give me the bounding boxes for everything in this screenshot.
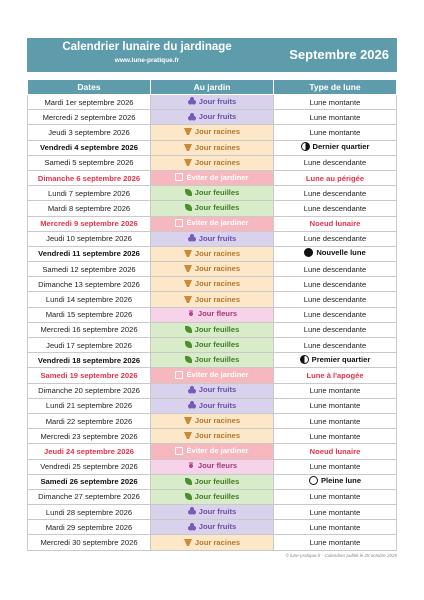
garden-cell xyxy=(151,413,274,428)
table-row xyxy=(28,170,397,185)
date-cell: Lundi 21 septembre 2026 xyxy=(28,398,151,413)
garden-activity-label: Jour fruits xyxy=(198,385,237,395)
garden-cell xyxy=(151,231,274,246)
garden-activity xyxy=(188,522,237,531)
table-row xyxy=(28,216,397,231)
garden-activity xyxy=(185,340,240,349)
moon-type-cell xyxy=(274,398,397,413)
garden-activity xyxy=(187,461,237,470)
root-icon xyxy=(184,128,192,135)
date-cell: Mardi 22 septembre 2026 xyxy=(28,413,151,428)
first-quarter-moon-icon xyxy=(300,355,309,364)
moon-type-label: Premier quartier xyxy=(311,354,371,364)
garden-activity-label: Jour racines xyxy=(194,537,241,547)
garden-activity xyxy=(184,538,240,547)
moon-type-label: Lune montante xyxy=(309,386,361,396)
moon-type-label: Lune descendante xyxy=(303,295,367,305)
garden-cell xyxy=(151,520,274,535)
moon-type-cell xyxy=(274,338,397,353)
date-cell: Vendredi 18 septembre 2026 xyxy=(28,353,151,368)
fruit-icon xyxy=(188,113,196,121)
moon-type-cell xyxy=(274,383,397,398)
garden-activity-label: Éviter de jardiner xyxy=(186,370,249,380)
column-header-dates: Dates xyxy=(28,80,151,95)
leaf-icon xyxy=(185,356,192,363)
moon-type-label: Noeud lunaire xyxy=(309,219,361,229)
garden-cell xyxy=(151,338,274,353)
moon-type-cell xyxy=(274,505,397,520)
table-row xyxy=(28,277,397,292)
garden-activity xyxy=(175,370,248,379)
moon-type-label: Lune descendante xyxy=(303,234,367,244)
leaf-icon xyxy=(185,204,192,211)
date-cell: Jeudi 17 septembre 2026 xyxy=(28,338,151,353)
fruit-icon xyxy=(188,401,196,409)
date-cell: Mercredi 23 septembre 2026 xyxy=(28,429,151,444)
moon-type-cell xyxy=(274,186,397,201)
moon-type-cell xyxy=(274,444,397,459)
garden-cell xyxy=(151,170,274,185)
moon-type-cell xyxy=(274,140,397,155)
leaf-icon xyxy=(185,341,192,348)
date-cell: Mardi 1er septembre 2026 xyxy=(28,95,151,110)
moon-type-cell xyxy=(274,307,397,322)
garden-activity-label: Jour feuilles xyxy=(194,491,240,501)
table-row xyxy=(28,95,397,110)
date-cell: Vendredi 11 septembre 2026 xyxy=(28,246,151,261)
table-row xyxy=(28,307,397,322)
garden-activity-label: Jour racines xyxy=(194,416,241,426)
full-moon-icon xyxy=(309,476,318,485)
moon-type-label: Lune descendante xyxy=(303,203,367,213)
garden-cell xyxy=(151,277,274,292)
fruit-icon xyxy=(188,97,196,105)
moon-type-label: Lune montante xyxy=(309,492,361,502)
moon-type-label: Nouvelle lune xyxy=(316,248,366,258)
garden-cell xyxy=(151,489,274,504)
leaf-icon xyxy=(185,493,192,500)
garden-cell xyxy=(151,474,274,489)
moon-type-cell xyxy=(274,110,397,125)
garden-activity xyxy=(185,492,240,501)
moon-type-cell xyxy=(274,322,397,337)
garden-activity xyxy=(175,446,248,455)
moon-type-cell xyxy=(274,368,397,383)
garden-cell xyxy=(151,383,274,398)
garden-activity-label: Jour racines xyxy=(194,431,241,441)
garden-activity-label: Jour fruits xyxy=(198,233,237,243)
column-header-garden: Au jardin xyxy=(151,80,274,95)
garden-activity xyxy=(184,249,240,258)
moon-type-cell xyxy=(274,125,397,140)
garden-cell xyxy=(151,307,274,322)
date-cell: Samedi 12 septembre 2026 xyxy=(28,262,151,277)
garden-activity-label: Jour racines xyxy=(194,279,241,289)
garden-cell xyxy=(151,246,274,261)
table-row xyxy=(28,520,397,535)
table-row xyxy=(28,429,397,444)
avoid-icon xyxy=(175,173,183,181)
leaf-icon xyxy=(185,326,192,333)
leaf-icon xyxy=(185,189,192,196)
garden-cell xyxy=(151,186,274,201)
fruit-icon xyxy=(188,523,196,531)
new-moon-icon xyxy=(304,248,313,257)
leaf-icon xyxy=(185,478,192,485)
garden-activity-label: Jour fleurs xyxy=(197,309,238,319)
moon-type-label: Lune descendante xyxy=(303,279,367,289)
avoid-icon xyxy=(175,447,183,455)
garden-activity-label: Jour fruits xyxy=(198,506,237,516)
moon-type-cell xyxy=(274,413,397,428)
moon-type-label: Lune au périgée xyxy=(305,173,365,183)
moon-type-cell xyxy=(274,535,397,550)
garden-activity-label: Jour fruits xyxy=(198,400,237,410)
moon-type-cell xyxy=(274,353,397,368)
garden-activity-label: Jour fleurs xyxy=(197,461,238,471)
garden-cell xyxy=(151,322,274,337)
garden-cell xyxy=(151,444,274,459)
table-row xyxy=(28,398,397,413)
root-icon xyxy=(184,296,192,303)
root-icon xyxy=(184,265,192,272)
month-label: Septembre 2026 xyxy=(289,47,389,62)
date-cell: Vendredi 25 septembre 2026 xyxy=(28,459,151,474)
fruit-icon xyxy=(188,507,196,515)
site-url: www.lune-pratique.fr xyxy=(114,57,180,64)
moon-type-label: Lune descendante xyxy=(303,158,367,168)
garden-activity-label: Jour fruits xyxy=(198,522,237,532)
date-cell: Mardi 29 septembre 2026 xyxy=(28,520,151,535)
table-row xyxy=(28,201,397,216)
table-row xyxy=(28,231,397,246)
table-row xyxy=(28,322,397,337)
garden-activity-label: Jour racines xyxy=(194,248,241,258)
garden-activity xyxy=(184,158,240,167)
date-cell: Samedi 26 septembre 2026 xyxy=(28,474,151,489)
moon-type-label: Lune descendante xyxy=(303,264,367,274)
garden-activity-label: Jour feuilles xyxy=(194,476,240,486)
garden-cell xyxy=(151,216,274,231)
date-cell: Mercredi 30 septembre 2026 xyxy=(28,535,151,550)
garden-cell xyxy=(151,353,274,368)
table-row xyxy=(28,140,397,155)
date-cell: Dimanche 6 septembre 2026 xyxy=(28,170,151,185)
root-icon xyxy=(184,539,192,546)
date-cell: Mercredi 16 septembre 2026 xyxy=(28,322,151,337)
date-cell: Samedi 5 septembre 2026 xyxy=(28,155,151,170)
garden-activity xyxy=(184,416,240,425)
root-icon xyxy=(184,144,192,151)
date-cell: Lundi 7 septembre 2026 xyxy=(28,186,151,201)
moon-type-label: Lune montante xyxy=(309,462,361,472)
flower-icon xyxy=(187,462,195,470)
table-row xyxy=(28,262,397,277)
moon-type-label: Lune descendante xyxy=(303,188,367,198)
moon-type-label: Lune descendante xyxy=(303,325,367,335)
garden-cell xyxy=(151,125,274,140)
moon-type-cell xyxy=(274,262,397,277)
garden-activity xyxy=(184,143,240,152)
garden-activity-label: Jour feuilles xyxy=(194,203,240,213)
table-row xyxy=(28,489,397,504)
moon-type-cell xyxy=(274,246,397,261)
date-cell: Dimanche 27 septembre 2026 xyxy=(28,489,151,504)
table-row xyxy=(28,535,397,550)
table-row xyxy=(28,186,397,201)
moon-type-label: Lune montante xyxy=(309,538,361,548)
garden-activity-label: Jour fruits xyxy=(198,96,237,106)
garden-cell xyxy=(151,398,274,413)
garden-activity xyxy=(188,401,237,410)
garden-activity-label: Jour racines xyxy=(194,264,241,274)
lunar-calendar-table xyxy=(27,79,397,551)
garden-activity-label: Éviter de jardiner xyxy=(186,218,249,228)
garden-activity xyxy=(185,355,240,364)
date-cell: Jeudi 24 septembre 2026 xyxy=(28,444,151,459)
garden-activity xyxy=(188,234,237,243)
moon-type-label: Lune descendante xyxy=(303,310,367,320)
garden-activity-label: Éviter de jardiner xyxy=(186,172,249,182)
root-icon xyxy=(184,432,192,439)
root-icon xyxy=(184,417,192,424)
date-cell: Vendredi 4 septembre 2026 xyxy=(28,140,151,155)
moon-type-label: Lune montante xyxy=(309,431,361,441)
moon-type-label: Lune descendante xyxy=(303,340,367,350)
date-cell: Mardi 8 septembre 2026 xyxy=(28,201,151,216)
date-cell: Lundi 28 septembre 2026 xyxy=(28,505,151,520)
garden-activity xyxy=(185,477,240,486)
garden-activity-label: Jour racines xyxy=(194,294,241,304)
moon-type-label: Pleine lune xyxy=(320,476,362,486)
table-row xyxy=(28,413,397,428)
garden-activity xyxy=(185,325,240,334)
garden-cell xyxy=(151,262,274,277)
garden-activity xyxy=(188,385,237,394)
garden-cell xyxy=(151,429,274,444)
garden-cell xyxy=(151,155,274,170)
moon-type-label: Lune montante xyxy=(309,401,361,411)
moon-type-cell xyxy=(274,231,397,246)
moon-type-cell xyxy=(274,216,397,231)
table-row xyxy=(28,110,397,125)
date-cell: Dimanche 13 septembre 2026 xyxy=(28,277,151,292)
garden-activity-label: Jour racines xyxy=(194,157,241,167)
garden-activity xyxy=(184,431,240,440)
garden-activity xyxy=(188,507,237,516)
garden-activity-label: Éviter de jardiner xyxy=(186,446,249,456)
fruit-icon xyxy=(188,234,196,242)
garden-activity-label: Jour feuilles xyxy=(194,188,240,198)
date-cell: Jeudi 3 septembre 2026 xyxy=(28,125,151,140)
table-header-row xyxy=(28,80,397,95)
garden-activity-label: Jour racines xyxy=(194,127,241,137)
table-row xyxy=(28,474,397,489)
fruit-icon xyxy=(188,386,196,394)
last-quarter-moon-icon xyxy=(301,142,310,151)
garden-cell xyxy=(151,368,274,383)
garden-activity xyxy=(185,203,240,212)
garden-cell xyxy=(151,505,274,520)
moon-type-cell xyxy=(274,155,397,170)
garden-activity xyxy=(184,295,240,304)
table-row xyxy=(28,353,397,368)
garden-cell xyxy=(151,459,274,474)
garden-activity-label: Jour fruits xyxy=(198,112,237,122)
date-cell: Lundi 14 septembre 2026 xyxy=(28,292,151,307)
avoid-icon xyxy=(175,371,183,379)
moon-type-cell xyxy=(274,429,397,444)
moon-type-label: Lune montante xyxy=(309,507,361,517)
date-cell: Mercredi 2 septembre 2026 xyxy=(28,110,151,125)
garden-cell xyxy=(151,110,274,125)
garden-cell xyxy=(151,535,274,550)
date-cell: Mardi 15 septembre 2026 xyxy=(28,307,151,322)
moon-type-label: Lune à l'apogée xyxy=(306,370,364,380)
root-icon xyxy=(184,159,192,166)
root-icon xyxy=(184,250,192,257)
garden-activity xyxy=(188,97,237,106)
moon-type-label: Lune montante xyxy=(309,127,361,137)
moon-type-cell xyxy=(274,95,397,110)
table-row xyxy=(28,383,397,398)
moon-type-cell xyxy=(274,170,397,185)
root-icon xyxy=(184,280,192,287)
moon-type-label: Lune montante xyxy=(309,416,361,426)
moon-type-label: Dernier quartier xyxy=(312,142,370,152)
garden-activity xyxy=(184,264,240,273)
garden-activity xyxy=(184,279,240,288)
moon-type-label: Lune montante xyxy=(309,112,361,122)
table-row xyxy=(28,246,397,261)
column-header-moon: Type de lune xyxy=(274,80,397,95)
moon-type-label: Lune montante xyxy=(309,97,361,107)
moon-type-label: Lune montante xyxy=(309,522,361,532)
garden-activity xyxy=(175,218,248,227)
garden-activity xyxy=(188,112,237,121)
table-row xyxy=(28,368,397,383)
table-row xyxy=(28,292,397,307)
table-row xyxy=(28,155,397,170)
garden-cell xyxy=(151,95,274,110)
table-row xyxy=(28,338,397,353)
garden-activity xyxy=(185,188,240,197)
date-cell: Dimanche 20 septembre 2026 xyxy=(28,383,151,398)
moon-type-label: Noeud lunaire xyxy=(309,446,361,456)
garden-activity-label: Jour feuilles xyxy=(194,355,240,365)
footer-note: © lune-pratique.fr - Calendrier publié le 28 octobre 2025 xyxy=(285,553,397,558)
flower-icon xyxy=(187,310,195,318)
date-cell: Samedi 19 septembre 2026 xyxy=(28,368,151,383)
calendar-title: Calendrier lunaire du jardinage xyxy=(62,41,232,53)
avoid-icon xyxy=(175,219,183,227)
garden-activity-label: Jour feuilles xyxy=(194,324,240,334)
garden-cell xyxy=(151,292,274,307)
garden-cell xyxy=(151,140,274,155)
table-row xyxy=(28,125,397,140)
moon-type-cell xyxy=(274,474,397,489)
moon-type-cell xyxy=(274,520,397,535)
garden-activity xyxy=(187,309,237,318)
garden-activity xyxy=(175,173,248,182)
calendar-header xyxy=(27,38,397,72)
moon-type-cell xyxy=(274,459,397,474)
moon-type-cell xyxy=(274,201,397,216)
garden-activity-label: Jour feuilles xyxy=(194,340,240,350)
table-row xyxy=(28,505,397,520)
date-cell: Jeudi 10 septembre 2026 xyxy=(28,231,151,246)
moon-type-cell xyxy=(274,277,397,292)
table-row xyxy=(28,444,397,459)
moon-type-cell xyxy=(274,489,397,504)
garden-cell xyxy=(151,201,274,216)
date-cell: Mercredi 9 septembre 2026 xyxy=(28,216,151,231)
garden-activity-label: Jour racines xyxy=(194,142,241,152)
garden-activity xyxy=(184,127,240,136)
moon-type-cell xyxy=(274,292,397,307)
table-row xyxy=(28,459,397,474)
